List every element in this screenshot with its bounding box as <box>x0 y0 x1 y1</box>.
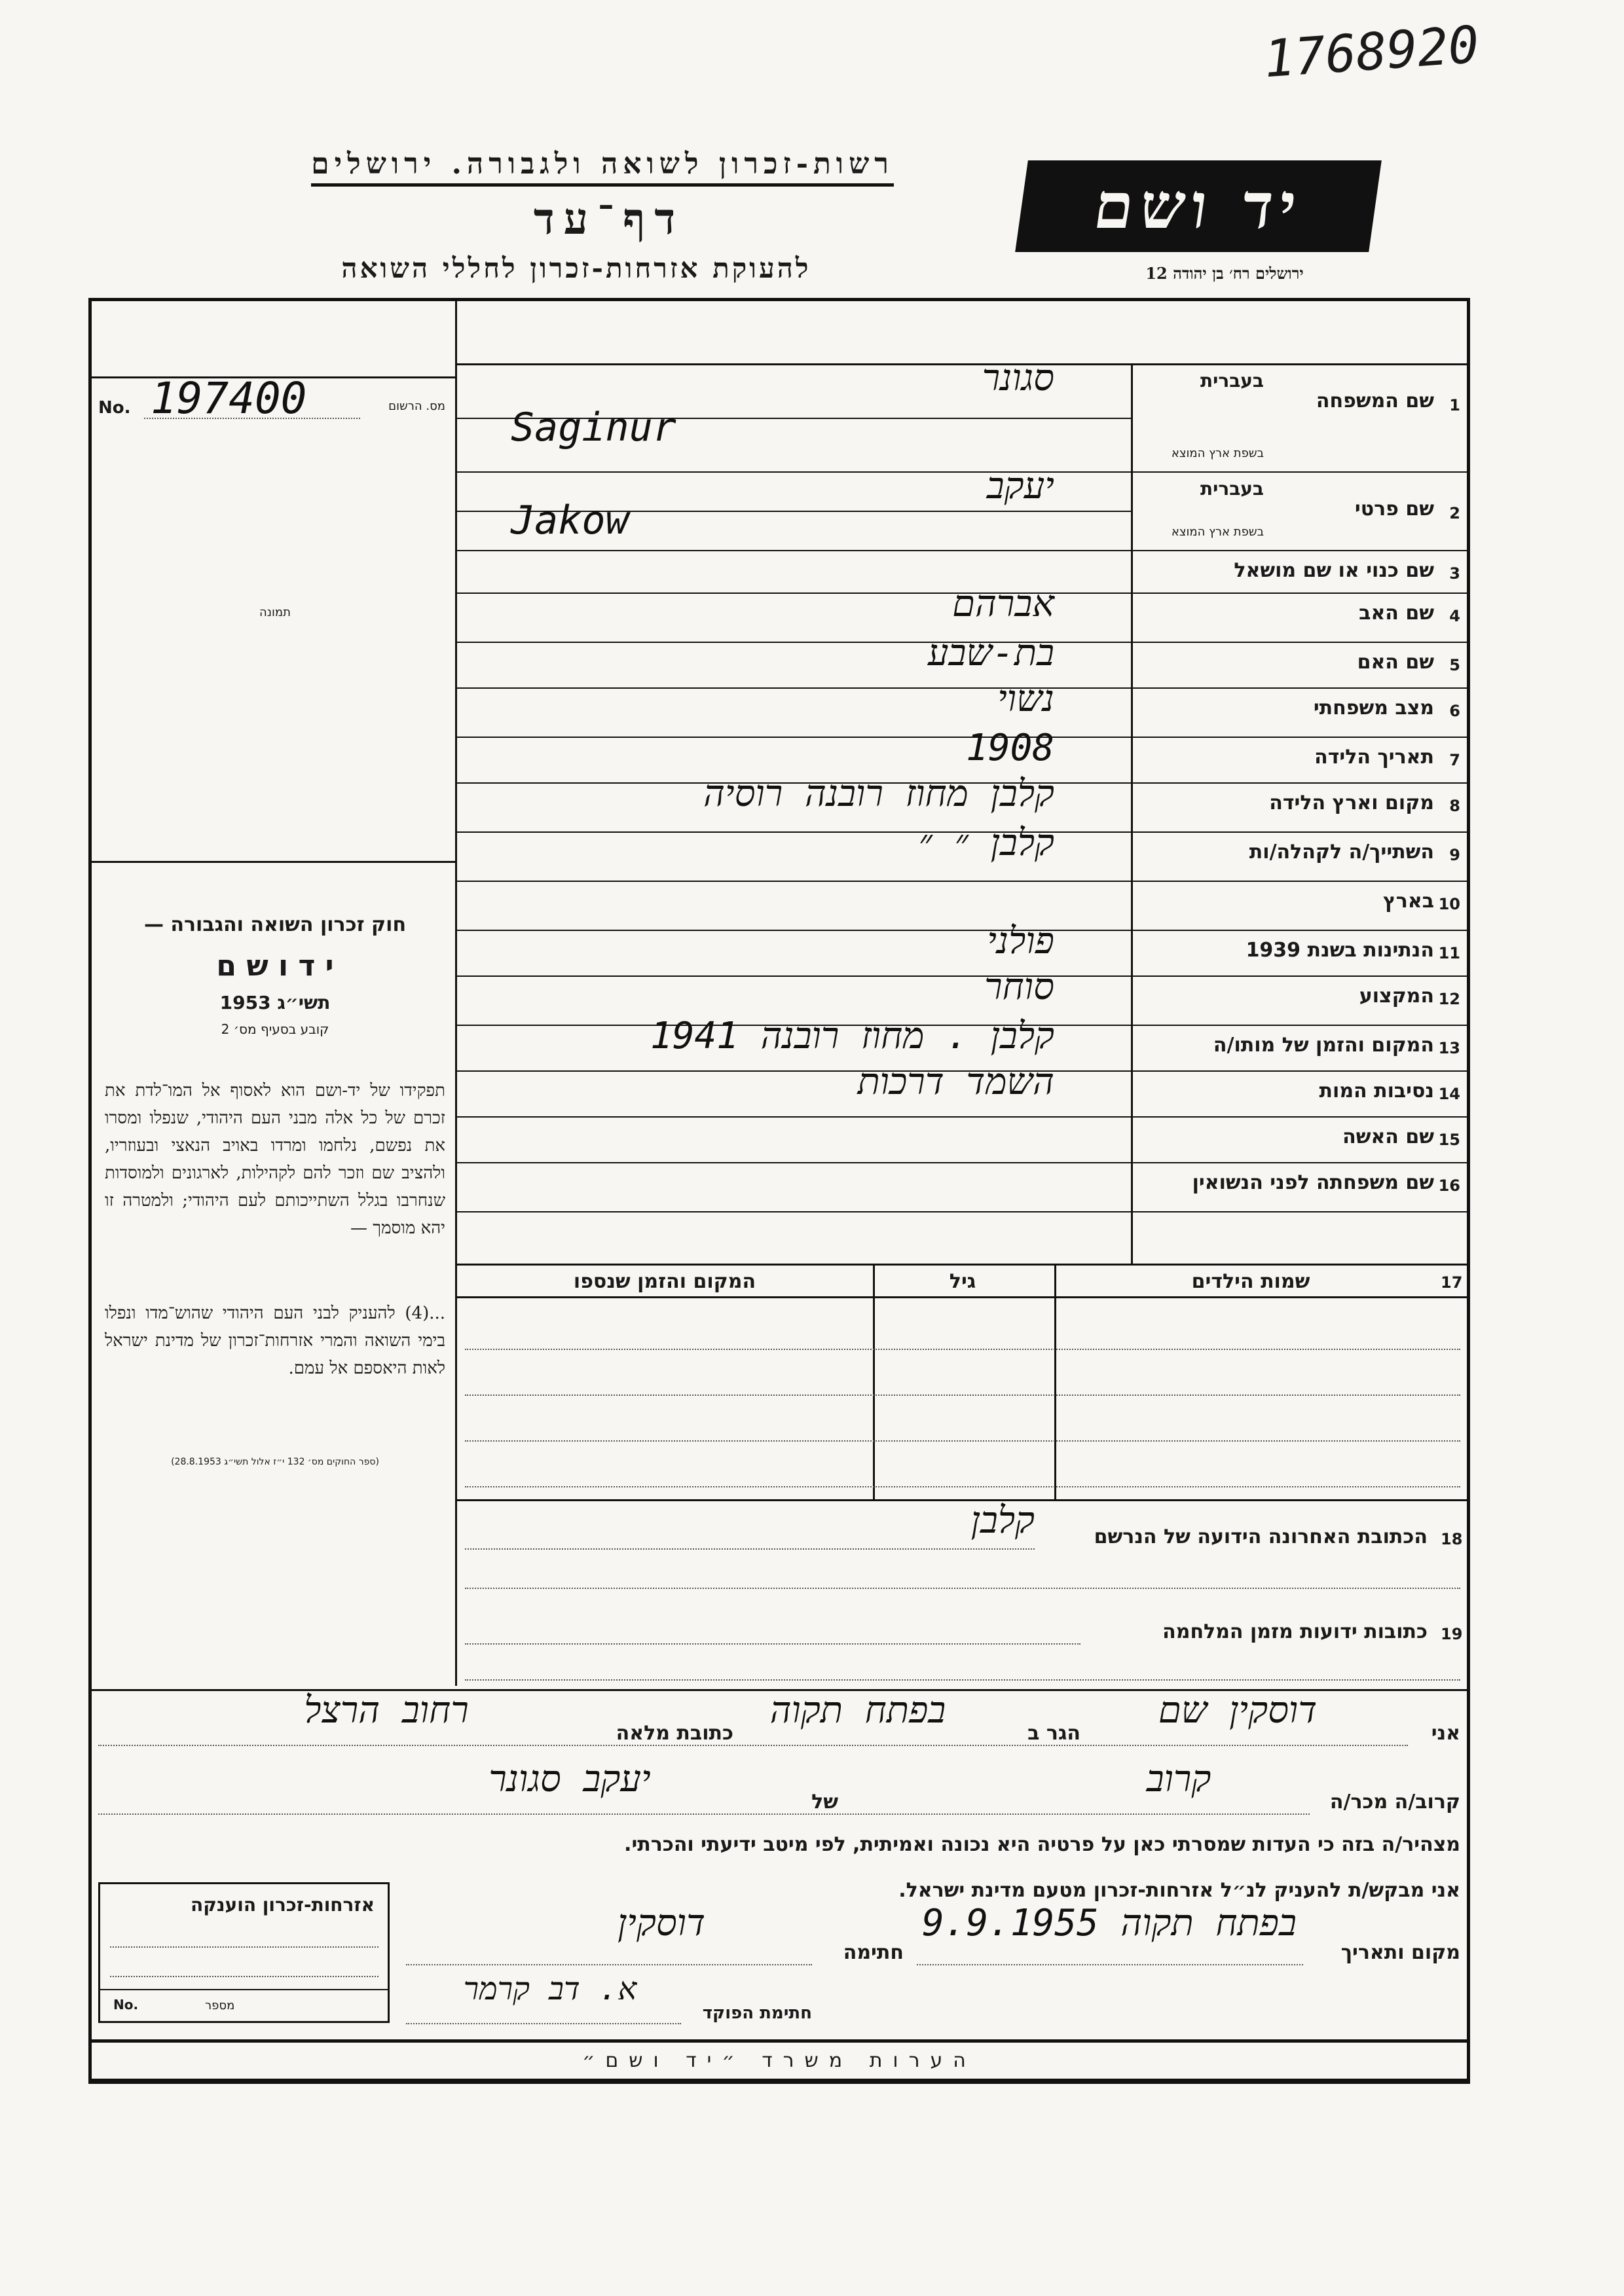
law-text-1: תפקידו של יד-ושם הוא לאסוף אל המו־לדת את זכרם של כל אלה מבני העם היהודי, שנפלו ומסרו את נפשם, נלחמו ומרדו באויב הנאצי ובעוזריו, ולהציב שם וזכר להם לקהילות, לארגונים ולמוסדות שנחרבו בגלל השתייכותם לעם היהודי; ולמטרה זו יהא מוסמך — <box>105 1081 445 1238</box>
form-title: דף־עד <box>533 193 685 244</box>
decl-relative-value: קרוב <box>1146 1758 1211 1800</box>
law-name: י ד ו ש ם <box>216 949 334 983</box>
field-1-sublabel-2: בשפת ארץ המוצא <box>1171 446 1264 460</box>
field-11-number: 11 <box>1438 944 1460 962</box>
field-7-number: 7 <box>1449 751 1460 769</box>
field-5-label-cell <box>1133 642 1467 687</box>
field-10-label: בארץ <box>1382 890 1434 913</box>
field-1-label: שם המשפחה <box>1316 390 1434 412</box>
field-18-value: קלבן <box>970 1499 1035 1542</box>
field-8-number: 8 <box>1449 797 1460 815</box>
field-14-value: השמד דרכות <box>857 1061 1054 1103</box>
field-6-label-cell <box>1133 687 1467 737</box>
reg-no-value: 197400 <box>151 373 307 424</box>
field-15-label-cell <box>1133 1116 1467 1162</box>
divider-sidebar <box>455 298 457 1686</box>
field-1-value-he: סגונר <box>982 357 1054 399</box>
field-5-label: שם האם <box>1357 651 1434 674</box>
decl-officer-label: חתימת הפוקד <box>702 2003 812 2023</box>
logo-address: ירושלים רח׳ בן יהודה 12 <box>1145 264 1304 283</box>
children-col-names: שמות הילדים <box>1191 1270 1310 1293</box>
field-4-number: 4 <box>1449 607 1460 625</box>
field-4-label: שם האב <box>1359 602 1434 625</box>
field-1-value-native: Saginur <box>511 405 676 450</box>
decl-lives-label: הגר ב <box>1027 1722 1080 1745</box>
law-title: חוק זכרון השואה והגבורה — <box>143 913 407 936</box>
field-3-label-cell <box>1133 550 1467 592</box>
field-13-label-cell <box>1133 1025 1467 1070</box>
field-6-number: 6 <box>1449 702 1460 720</box>
decl-addr-label: כתובת מלאה <box>616 1722 733 1745</box>
field-9-label-cell <box>1133 831 1467 881</box>
stamp-number-label: מספר <box>205 1999 235 2013</box>
field-11-label-cell <box>1133 930 1467 975</box>
law-clause: קובע בסעיף מס׳ 2 <box>221 1021 329 1037</box>
field-11-value: פולני <box>987 920 1054 962</box>
field-19-label: כתובות ידועות מזמן המלחמה <box>1162 1620 1428 1643</box>
field-4-label-cell <box>1133 592 1467 642</box>
field-8-label: מקום וארץ הלידה <box>1269 792 1434 814</box>
photo-bottom-line <box>88 861 455 863</box>
decl-lives-value: בפתח תקוה <box>769 1689 946 1732</box>
field-19-number: 19 <box>1441 1625 1463 1643</box>
field-9-value: קלבן ״ ״ <box>918 822 1054 864</box>
institution-name: רשות-זכרון לשואה ולגבורה. ירושלים <box>236 147 969 187</box>
notes-title: הערות משרד ״יד ושם״ <box>582 2049 976 2072</box>
field-14-label-cell <box>1133 1070 1467 1116</box>
field-7-label: תאריך הלידה <box>1314 746 1434 769</box>
field-13-number: 13 <box>1438 1039 1460 1057</box>
law-source: (ספר החוקים מס׳ 132 י״ז אלול תשי״ג 28.8.1953) <box>171 1457 379 1467</box>
field-2-label-cell <box>1133 471 1467 550</box>
decl-of-value: יעקב סגונר <box>489 1758 651 1800</box>
stamp-no-label: No. <box>113 1997 139 2013</box>
field-3-label: שם כנוי או שם מושאל <box>1234 559 1434 582</box>
decl-statement-2: אני מבקש/ת להעניק לנ״ל אזרחות-זכרון מטעם מדינת ישראל. <box>898 1879 1460 1902</box>
field-8-label-cell <box>1133 782 1467 831</box>
field-12-label: המקצוע <box>1359 985 1434 1008</box>
decl-addr-value: רחוב הרצל <box>304 1689 469 1732</box>
field-12-value: סוחר <box>984 966 1054 1008</box>
field-6-label: מצב משפחתי <box>1313 697 1434 720</box>
field-14-number: 14 <box>1438 1085 1460 1103</box>
form-subtitle: להעוקת אזרחות-זכרון לחללי השואה <box>341 252 811 284</box>
reg-no-label-he: מס. הרשום <box>388 399 445 413</box>
field-15-number: 15 <box>1438 1131 1460 1149</box>
field-6-value: נשוי <box>997 678 1054 720</box>
field-1-number: 1 <box>1449 396 1460 414</box>
field-16-number: 16 <box>1438 1176 1460 1195</box>
field-2-label: שם פרטי <box>1354 498 1434 520</box>
field-10-label-cell <box>1133 881 1467 930</box>
decl-ani: אני <box>1431 1722 1460 1745</box>
photo-label: תמונה <box>259 606 291 619</box>
stamp-title: אזרחות-זכרון הוענקה <box>191 1894 375 1916</box>
field-7-value: 1908 <box>966 727 1054 769</box>
decl-signature-label: חתימה <box>843 1941 904 1964</box>
field-2-sublabel-2: בשפת ארץ המוצא <box>1171 525 1264 539</box>
field-18-number: 18 <box>1441 1530 1463 1548</box>
field-1-sublabel: בעברית <box>1200 370 1264 392</box>
decl-officer-value: א. דב קרמר <box>463 1971 637 2007</box>
citizenship-stamp-box <box>98 1882 390 2023</box>
field-17-number: 17 <box>1441 1273 1463 1292</box>
field-12-number: 12 <box>1438 990 1460 1008</box>
field-4-value: אברהם <box>952 583 1054 625</box>
field-14-label: נסיבות המות <box>1319 1080 1434 1102</box>
decl-place-date-value: בפתח תקוה 9.9.1955 <box>921 1902 1297 1944</box>
field-5-value: בת-שבע <box>927 632 1054 674</box>
field-2-number: 2 <box>1449 504 1460 522</box>
field-12-label-cell <box>1133 975 1467 1025</box>
field-16-label-cell <box>1133 1162 1467 1211</box>
decl-relative-label: קרוב/ה מכר/ה <box>1329 1791 1460 1813</box>
law-text-2: ...(4) להעניק לבני העם היהודי שהוש־מדו ונפלו בימי השואה והמרי אזרחות־זכרון של מדינת ישראל לאות היאספם אל עמם. <box>105 1303 445 1378</box>
decl-of-label: של <box>811 1791 838 1813</box>
field-13-value: קלבן . מחוז רובנה 1941 <box>650 1015 1054 1057</box>
field-9-label: השתייך/ה לקהלה/ות <box>1249 841 1434 864</box>
field-15-label: שם האשה <box>1342 1125 1434 1148</box>
field-13-label: המקום והזמן של מותו/ה <box>1213 1034 1434 1057</box>
field-3-number: 3 <box>1449 564 1460 583</box>
field-10-number: 10 <box>1438 895 1460 913</box>
decl-statement-1: מצהיר/ה בזה כי העדות שמסרתי כאן על פרטיה היא נכונה ואמיתית, לפי מיטב ידיעתי והכרתי. <box>624 1833 1460 1856</box>
field-9-number: 9 <box>1449 846 1460 864</box>
field-2-sublabel: בעברית <box>1200 478 1264 500</box>
decl-signature-value: דוסקין <box>617 1902 705 1944</box>
children-col-place: המקום והזמן שנספו <box>573 1270 756 1293</box>
field-5-number: 5 <box>1449 656 1460 674</box>
field-8-value: קלבן מחוז רובנה רוסיה <box>703 773 1054 815</box>
field-18-label: הכתובת האחרונה הידועה של הנרשם <box>1094 1525 1428 1548</box>
reg-no-label: No. <box>98 398 131 418</box>
decl-name: דוסקין שם <box>1158 1689 1318 1732</box>
decl-place-date-label: מקום ותאריך <box>1340 1941 1460 1964</box>
children-col-age: גיל <box>949 1270 976 1293</box>
registration-row <box>98 373 445 426</box>
field-7-label-cell <box>1133 737 1467 782</box>
field-11-label: הנתינות בשנת 1939 <box>1246 939 1434 962</box>
yad-vashem-logo: יד ושם <box>1015 160 1382 252</box>
handwritten-reg-number: 1768920 <box>1262 15 1481 90</box>
field-16-label: שם משפחתה לפני הנשואין <box>1192 1171 1434 1194</box>
field-2-value-native: Jakow <box>511 498 629 543</box>
field-2-value-he: יעקב <box>986 465 1054 507</box>
field-1-label-cell <box>1133 363 1467 471</box>
law-year: תשי״ג 1953 <box>219 992 331 1013</box>
